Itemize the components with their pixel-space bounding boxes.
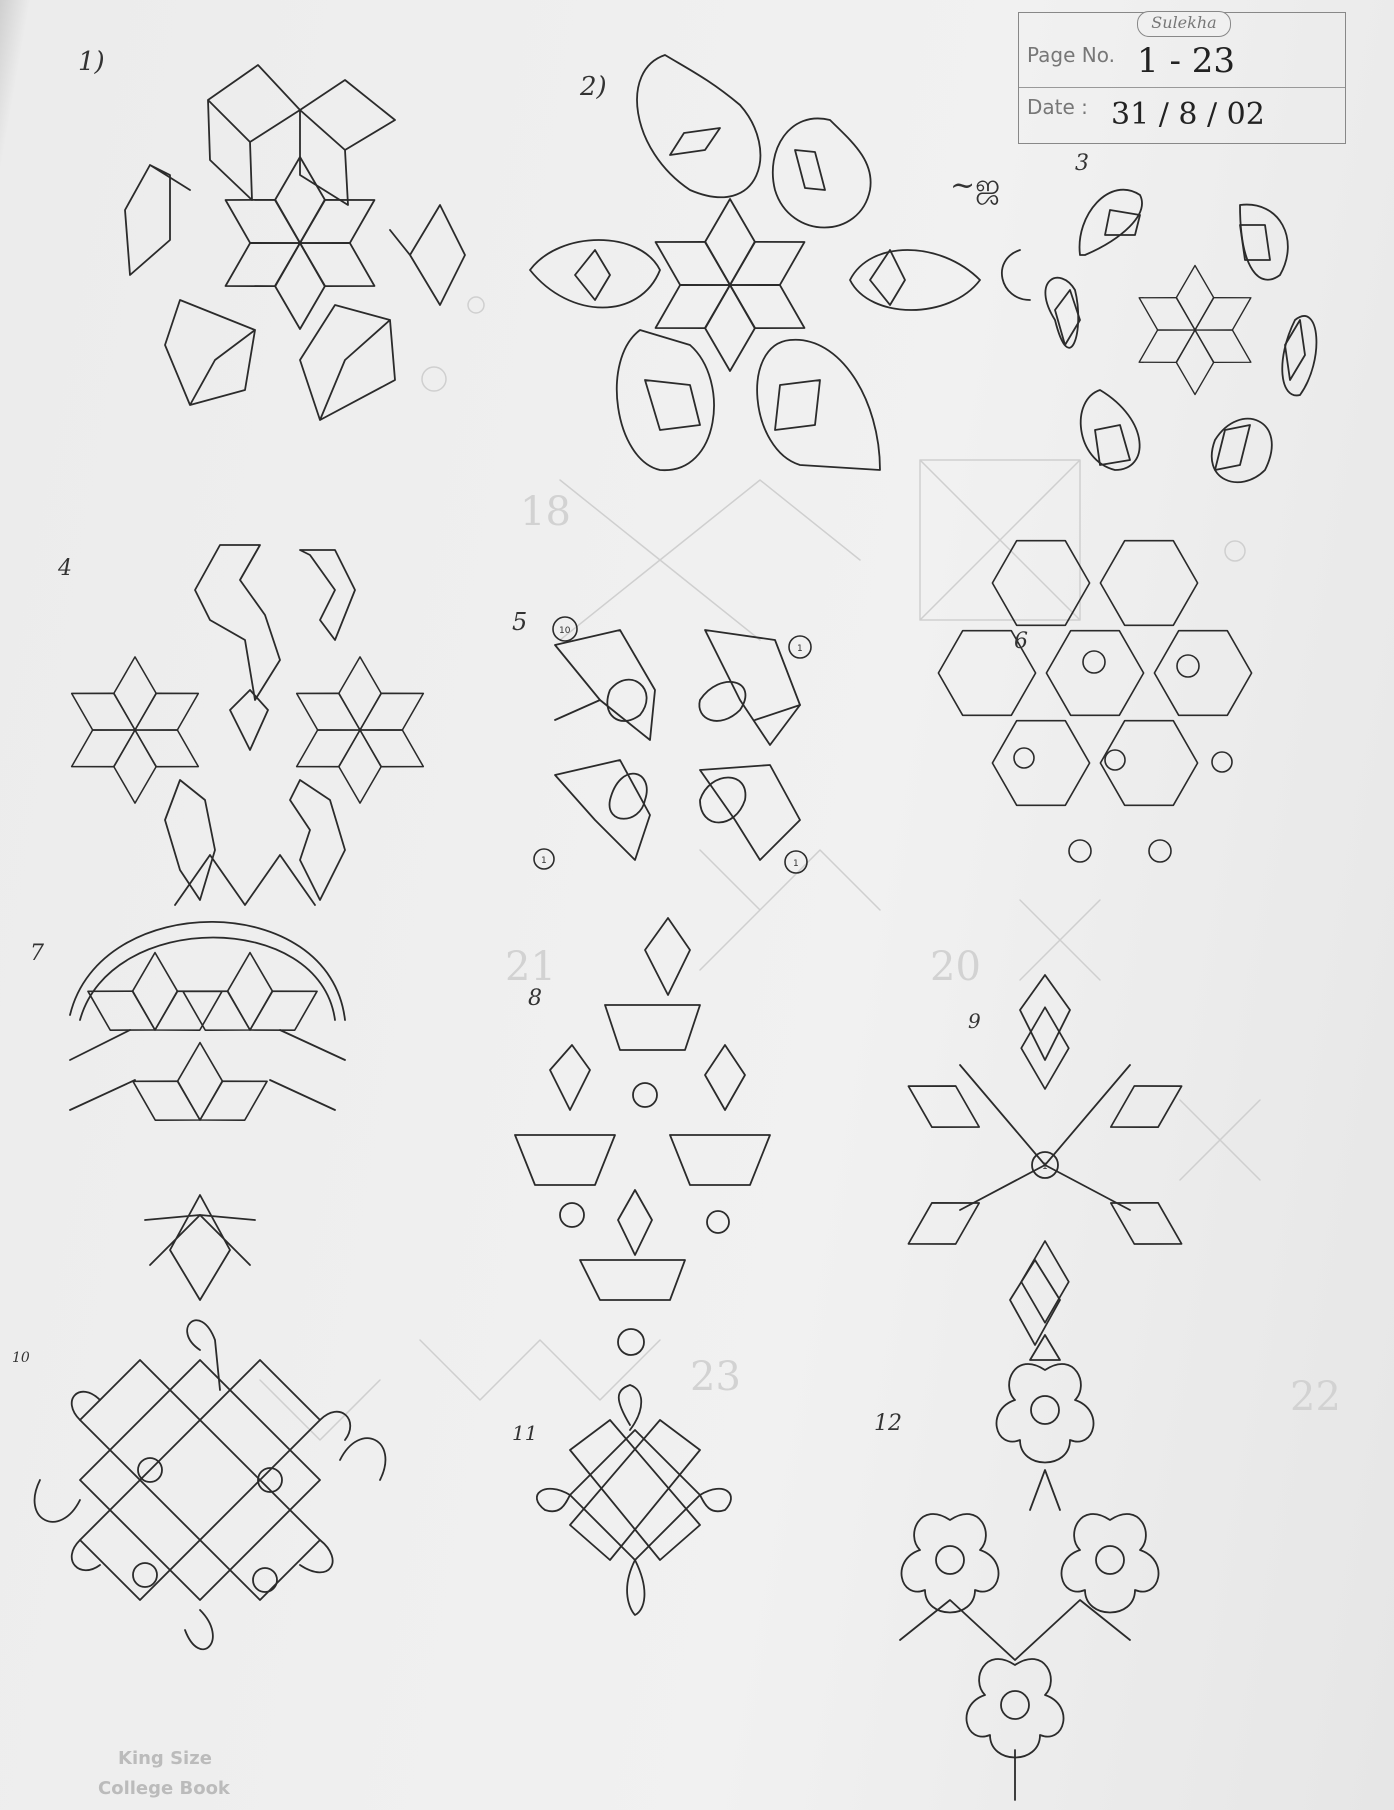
- label-5: 5: [512, 608, 528, 636]
- label-1: 1): [78, 47, 105, 77]
- label-9: 9: [968, 1009, 981, 1033]
- faint-back-numbers: [505, 489, 1341, 1420]
- svg-text:20: 20: [930, 944, 981, 990]
- label-3: 3: [1075, 151, 1089, 176]
- label-11: 11: [512, 1421, 538, 1445]
- pattern-1-cube-star: [125, 65, 465, 420]
- svg-text:21: 21: [505, 944, 556, 990]
- label-12: 12: [874, 1411, 902, 1436]
- pattern-10-sikku-kolam: [35, 1320, 386, 1649]
- label-8: 8: [528, 986, 542, 1011]
- label-4: 4: [58, 556, 72, 581]
- footer-line-2: College Book: [98, 1778, 230, 1799]
- pattern-11-sikku-kolam: [537, 1385, 731, 1615]
- page-no-value: 1 - 23: [1137, 41, 1235, 81]
- pattern-number-labels: [12, 47, 1089, 1445]
- svg-text:1: 1: [541, 856, 547, 866]
- label-2: 2): [580, 72, 607, 102]
- pattern-3-swirl: [1002, 190, 1317, 483]
- pattern-5-leaf-wedges: [555, 630, 800, 860]
- pattern-9-star: [897, 975, 1194, 1345]
- svg-text:1: 1: [797, 644, 803, 654]
- footer-line-1: King Size: [118, 1748, 212, 1769]
- page-no-label: Page No.: [1027, 43, 1115, 67]
- svg-text:1: 1: [1042, 1162, 1048, 1172]
- pattern-12-flowers: [900, 1335, 1159, 1800]
- label-6: 6: [1014, 629, 1028, 654]
- brand-logo: Sulekha: [1137, 11, 1231, 37]
- pattern-4-stars-hooks: [61, 545, 434, 905]
- date-value: 31 / 8 / 02: [1111, 97, 1265, 132]
- pattern-2-petal-flower: [530, 55, 980, 470]
- dot-count-circles: [534, 617, 1232, 873]
- label-10: 10: [12, 1350, 30, 1366]
- svg-text:22: 22: [1290, 1374, 1341, 1420]
- dot-count-text: [541, 626, 1048, 1172]
- svg-text:10: 10: [559, 626, 571, 636]
- svg-text:1: 1: [793, 859, 799, 869]
- date-label: Date :: [1027, 95, 1088, 119]
- pattern-7-basket: [70, 922, 345, 1300]
- handwritten-annotation: ~ஜ: [950, 168, 1001, 203]
- label-7: 7: [30, 941, 44, 966]
- svg-text:18: 18: [520, 489, 571, 535]
- svg-text:23: 23: [690, 1354, 741, 1400]
